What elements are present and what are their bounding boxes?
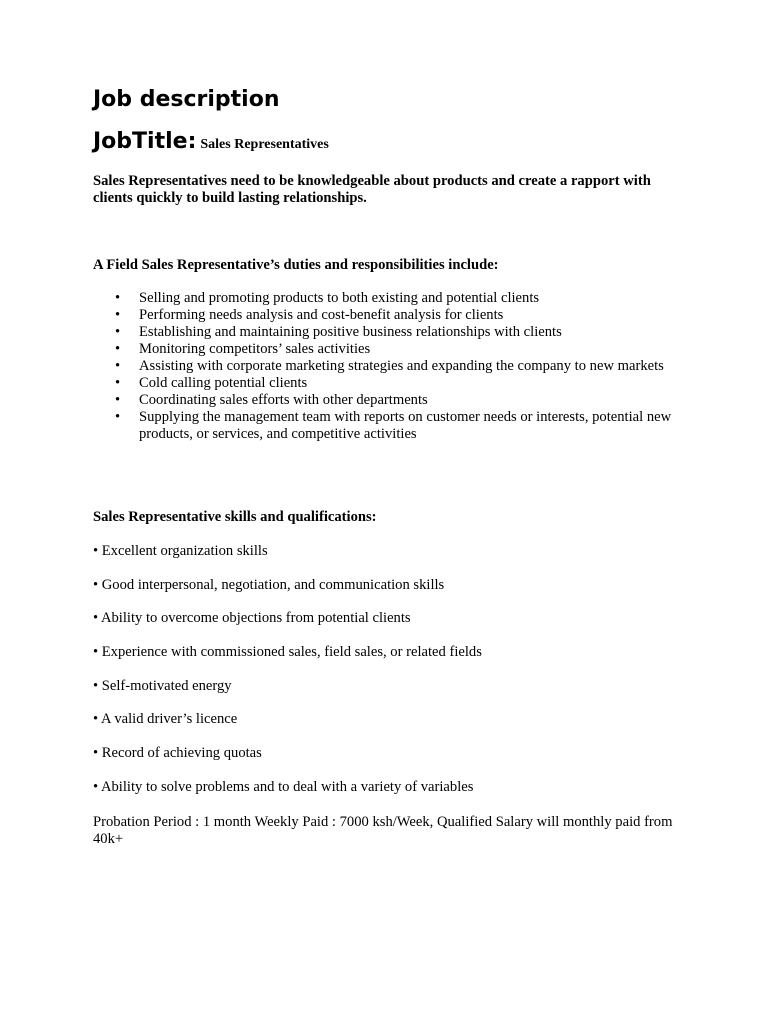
skill-item: • Record of achieving quotas (93, 745, 262, 762)
intro-paragraph: Sales Representatives need to be knowledgeable about products and create a rapport with clients quickly to build lasting relationships. (93, 173, 651, 206)
skill-item: • Ability to overcome objections from potential clients (93, 610, 411, 627)
duty-item (93, 324, 693, 341)
job-title-label: JobTitle: (93, 129, 197, 154)
job-title-value: Sales Representatives (200, 137, 329, 152)
job-title-line (93, 129, 329, 154)
duty-item (93, 375, 693, 392)
duty-item (93, 392, 693, 409)
skills-heading: Sales Representative skills and qualifications: (93, 509, 377, 525)
probation-paragraph: Probation Period : 1 month Weekly Paid : 7000 ksh/Week, Qualified Salary will monthly paid from 40k+ (93, 814, 673, 847)
bullet-icon: • (115, 375, 121, 391)
duty-text: Supplying the management team with reports on customer needs or interests, potential new products, or services, and competitive activities (139, 409, 672, 442)
duty-item (93, 409, 693, 443)
duty-text: Cold calling potential clients (139, 375, 308, 391)
bullet-icon: • (115, 409, 121, 425)
duty-text: Monitoring competitors’ sales activities (139, 341, 371, 357)
bullet-icon: • (115, 341, 121, 357)
duty-item (93, 341, 693, 358)
bullet-icon: • (115, 324, 121, 340)
bullet-icon: • (115, 307, 121, 323)
duty-text: Coordinating sales efforts with other departments (139, 392, 428, 408)
skill-item: • Experience with commissioned sales, field sales, or related fields (93, 644, 482, 661)
duty-item (93, 307, 693, 324)
skill-item: • Good interpersonal, negotiation, and communication skills (93, 576, 445, 593)
skill-item: • Ability to solve problems and to deal with a variety of variables (93, 778, 474, 795)
duty-text: Assisting with corporate marketing strategies and expanding the company to new markets (139, 358, 664, 374)
skill-item: • Self-motivated energy (93, 677, 232, 694)
duty-text: Selling and promoting products to both existing and potential clients (139, 290, 540, 306)
duty-item (93, 358, 693, 375)
skills-list (93, 543, 693, 813)
bullet-icon: • (115, 392, 121, 408)
skill-item: • Excellent organization skills (93, 543, 268, 559)
duties-list (93, 290, 693, 443)
duty-text: Establishing and maintaining positive business relationships with clients (139, 324, 562, 340)
bullet-icon: • (115, 358, 121, 374)
skill-item: • A valid driver’s licence (93, 711, 238, 728)
duties-heading: A Field Sales Representative’s duties and responsibilities include: (93, 257, 499, 273)
duty-text: Performing needs analysis and cost-benefit analysis for clients (139, 307, 504, 323)
document-title: Job description (93, 87, 280, 112)
duty-item (93, 290, 693, 307)
bullet-icon: • (115, 290, 121, 306)
